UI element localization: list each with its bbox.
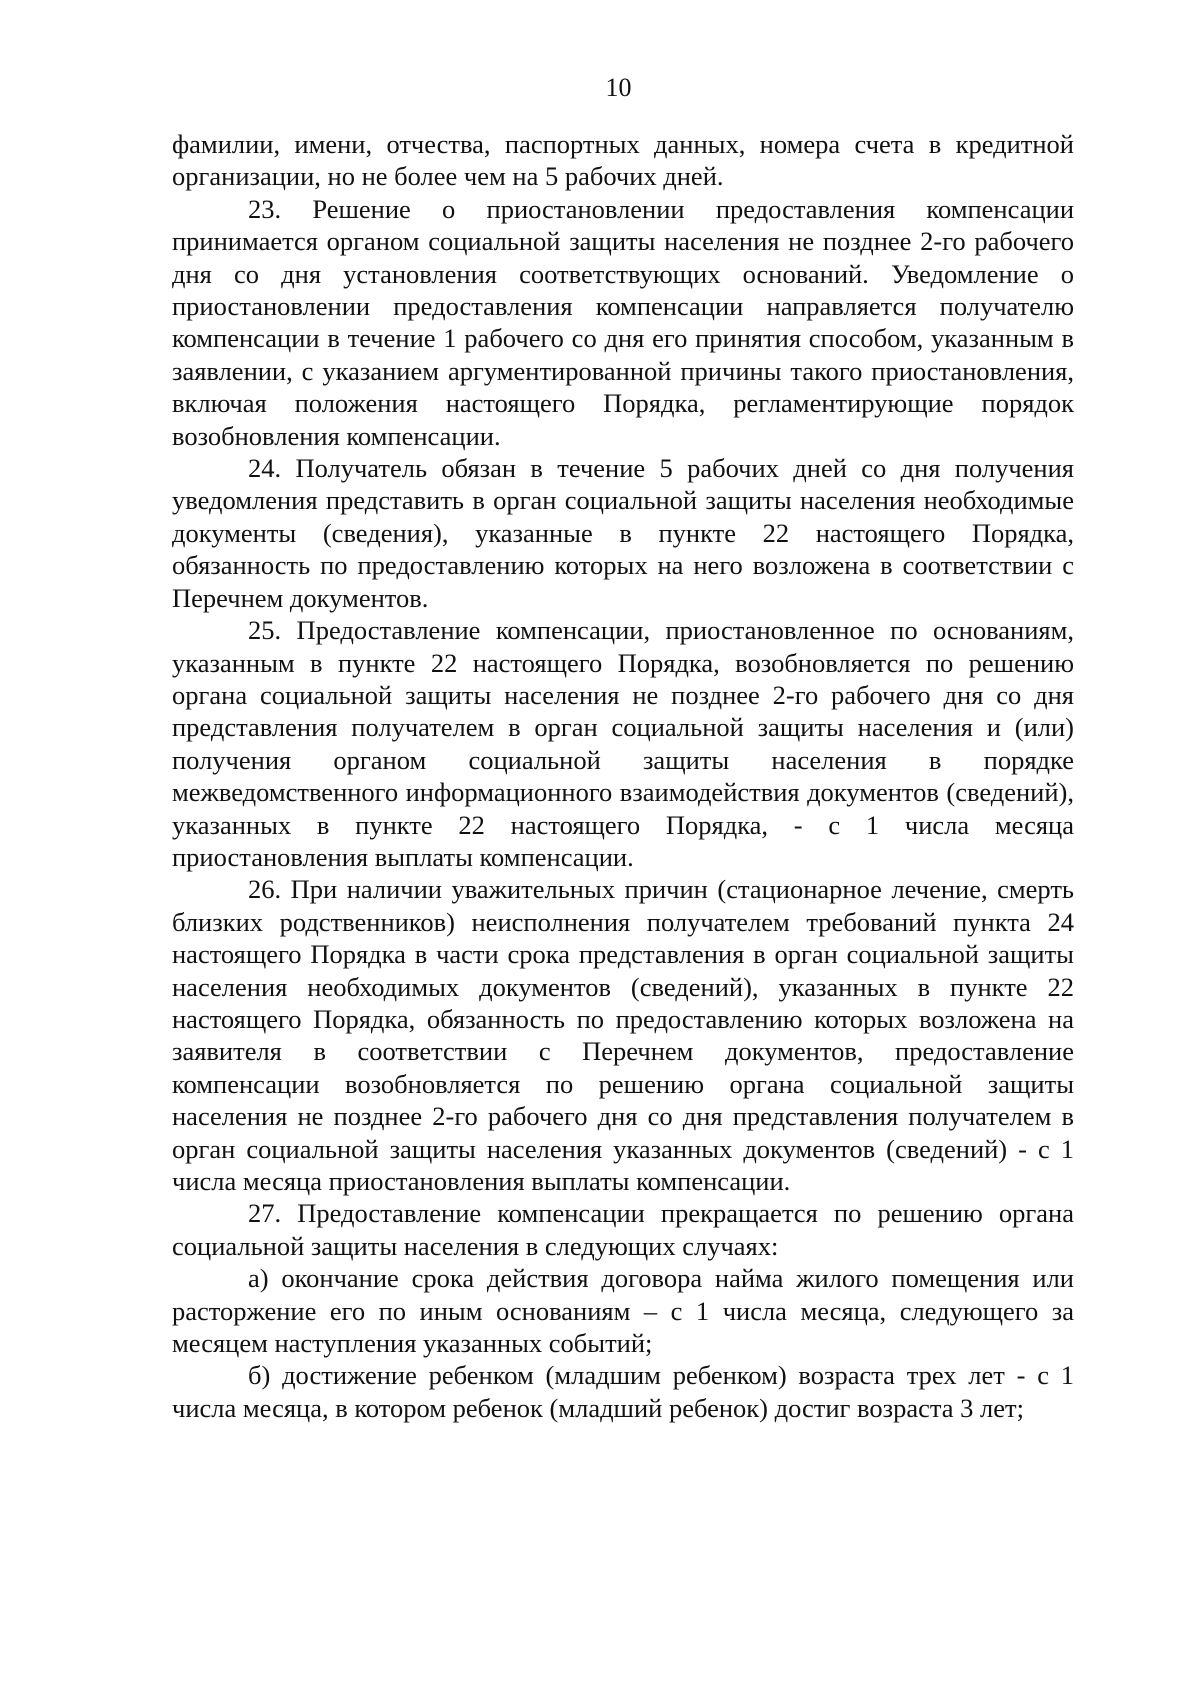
paragraph-item-25: 25. Предоставление компенсации, приостановленное по основаниям, указанным в пункте 22 настоящего Порядка, возобновляется по решению органа социальной защиты населения не позднее 2-го рабочего дня со дня представления получателем в орган социальной защиты населения и (или) получения органом социальной защиты населения в порядке межведомственного информационного взаимодействия документов (сведений), указанных в пункте 22 настоящего Порядка, - с 1 числа месяца приостановления выплаты компенсации. — [172, 615, 1074, 872]
document-body — [172, 128, 1074, 1424]
paragraph-subitem-b: б) достижение ребенком (младшим ребенком) возраста трех лет - с 1 числа месяца, в котором ребенок (младший ребенок) достиг возраста 3 лет; — [172, 1360, 1074, 1423]
paragraph-item-26: 26. При наличии уважительных причин (стационарное лечение, смерть близких родственников) неисполнения получателем требований пункта 24 настоящего Порядка в части срока представления в орган социальной защиты населения необходимых документов (сведений), указанных в пункте 22 настоящего Порядка, обязанность по предоставлению которых возложена на заявителя в соответствии с Перечнем документов, предоставление компенсации возобновляется по решению органа социальной защиты населения не позднее 2-го рабочего дня со дня представления получателем в орган социальной защиты населения указанных документов (сведений) - с 1 числа месяца приостановления выплаты компенсации. — [172, 874, 1074, 1196]
paragraph-item-27: 27. Предоставление компенсации прекращается по решению органа социальной защиты населения в следующих случаях: — [172, 1198, 1074, 1261]
paragraph-item-24: 24. Получатель обязан в течение 5 рабочих дней со дня получения уведомления представить в орган социальной защиты населения необходимые документы (сведения), указанные в пункте 22 настоящего Порядка, обязанность по предоставлению которых на него возложена в соответствии с Перечнем документов. — [172, 453, 1074, 613]
paragraph-item-23: 23. Решение о приостановлении предоставления компенсации принимается органом социальной защиты населения не позднее 2-го рабочего дня со дня установления соответствующих оснований. Уведомление о приостановлении предоставления компенсации направляется получателю компенсации в течение 1 рабочего со дня его принятия способом, указанным в заявлении, с указанием аргументированной причины такого приостановления, включая положения настоящего Порядка, регламентирующие порядок возобновления компенсации. — [172, 193, 1074, 451]
paragraph-continuation: фамилии, имени, отчества, паспортных данных, номера счета в кредитной организации, но не более чем на 5 рабочих дней. — [172, 129, 1074, 192]
paragraph-subitem-a: а) окончание срока действия договора найма жилого помещения или расторжение его по иным основаниям – с 1 числа месяца, следующего за месяцем наступления указанных событий; — [172, 1263, 1074, 1359]
page-number: 10 — [605, 73, 632, 102]
